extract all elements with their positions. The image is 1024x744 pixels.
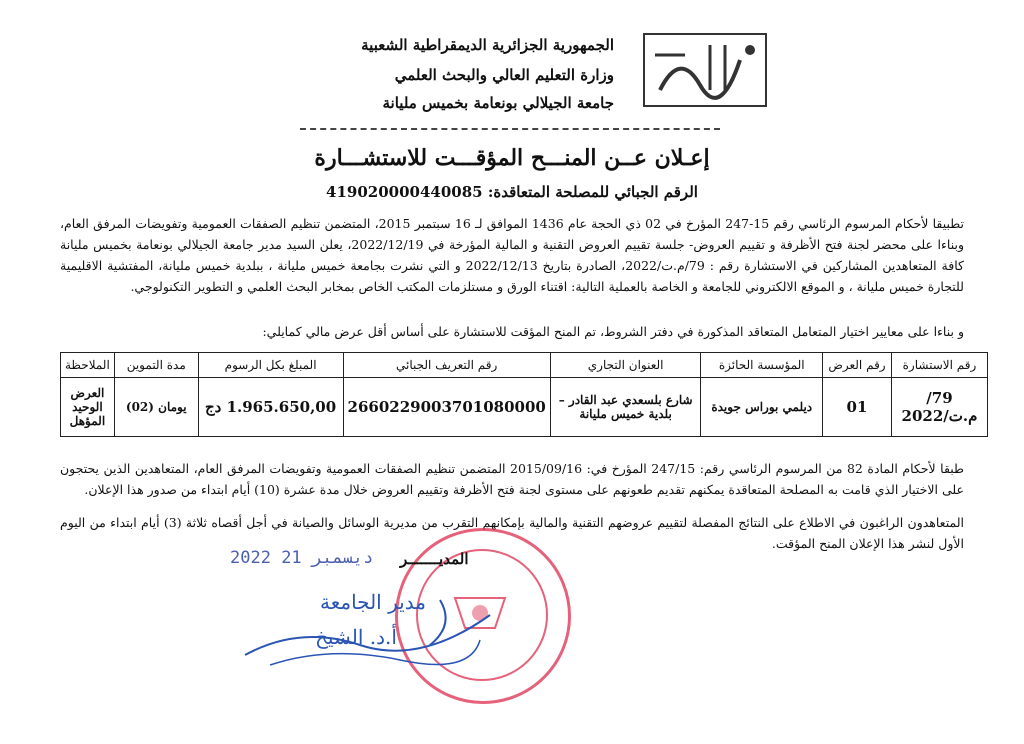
table-row xyxy=(61,378,988,437)
header-divider xyxy=(300,128,720,130)
results-paragraph: المتعاهدون الراغبون في الاطلاع على النتائج المفصلة لتقييم عروضهم التقنية والمالية بإمكانهم التقرب من مديرية الوسائل والصيانة في أجل أقصاه ثلاثة (3) أيام ابتداء من اليوم الأول لنشر هذا الإعلان المنح المؤقت. xyxy=(60,515,964,551)
col-amount: المبلغ بكل الرسوم xyxy=(198,353,343,378)
award-table xyxy=(60,352,988,437)
appeal-paragraph: طبقا لأحكام المادة 82 من المرسوم الرئاسي رقم: 247/15 المؤرخ في: 2015/09/16 المتضمن تنظيم الصفقات العمومية وتفويضات المرفق العام، المتعاهدين الذين يحتجون على الاختيار الذي قامت به المصلحة المتعاقدة يمكنهم تقديم طعونهم على مستوى لجنة فتح الأظرفة وتقييم العروض خلال مدة عشرة (10) أيام ابتداء من صدور هذا الإعلان. xyxy=(60,461,964,497)
cell-tax-id: 2660229003701080000 xyxy=(343,378,550,437)
col-consultation: رقم الاستشارة xyxy=(891,353,987,378)
date-stamp: 2022 ديسمبر 21 xyxy=(230,548,374,568)
cell-offer: 01 xyxy=(823,378,892,437)
header-republic: الجمهورية الجزائرية الديمقراطية الشعبية xyxy=(361,36,614,54)
header-university: جامعة الجيلالي بونعامة بخميس مليانة xyxy=(382,94,614,112)
cell-amount: 1.965.650,00 دج xyxy=(198,378,343,437)
header-ministry: وزارة التعليم العالي والبحث العلمي xyxy=(394,66,614,84)
handwritten-signature xyxy=(240,585,500,675)
cell-company: ديلمي بوراس جويدة xyxy=(701,378,823,437)
criteria-paragraph: و بناءا على معايير اختيار المتعامل المتعاقد المذكورة في دفتر الشروط، تم المنح المؤقت للاستشارة على أساس أقل عرض مالي كمايلي: xyxy=(262,324,964,339)
tax-number-subtitle: الرقم الجبائي للمصلحة المتعاقدة: 419020000440085 xyxy=(326,183,698,201)
col-note: الملاحظة xyxy=(61,353,115,378)
col-company: المؤسسة الحائزة xyxy=(701,353,823,378)
col-address: العنوان التجاري xyxy=(550,353,701,378)
director-label: المديـــــــر xyxy=(400,550,469,568)
signature-name: أ.د. الشيخ xyxy=(315,625,397,649)
page-title: إعـلان عــن المنـــح المؤقـــت للاستشـــارة xyxy=(314,145,710,171)
col-offer: رقم العرض xyxy=(823,353,892,378)
signature-title: مدير الجامعة xyxy=(320,590,426,614)
col-tax-id: رقم التعريف الجبائي xyxy=(343,353,550,378)
cell-address: شارع بلسعدي عبد القادر – بلدية خميس مليانة xyxy=(550,378,701,437)
cell-consultation: 79/م.ت/2022 xyxy=(891,378,987,437)
university-logo xyxy=(640,30,770,110)
col-duration: مدة التموين xyxy=(114,353,198,378)
cell-note: العرض الوحيد المؤهل xyxy=(61,378,115,437)
table-header-row xyxy=(61,353,988,378)
intro-paragraph: تطبيقا لأحكام المرسوم الرئاسي رقم 15-247 المؤرخ في 02 ذي الحجة عام 1436 الموافق لـ 16 سبتمبر 2015، المتضمن تنظيم الصفقات العمومية وتفويضات المرفق العام، وبناءا على محضر لجنة فتح الأظرفة و تقييم العروض- جلسة تقييم العروض التقنية و المالية المؤرخة في 2022/12/19، يعلن السيد مدير جامعة الجيلالي بونعامة بخميس مليانة كافة المتعاهدين المشاركين في الاستشارة رقم : 79/م.ت/2022، الصادرة بتاريخ 2022/12/13 و التي نشرت بجامعة خميس مليانة ، ببلدية خميس مليانة، المفتشية الاقليمية للتجارة خميس مليانة ، و الموقع الالكتروني للجامعة و الخاصة بالعملية التالية: اقتناء الورق و مستلزمات المكتب الخاص بمخابر البحث العلمي و التطوير التكنولوجي. xyxy=(60,216,964,294)
cell-duration: يومان (02) xyxy=(114,378,198,437)
